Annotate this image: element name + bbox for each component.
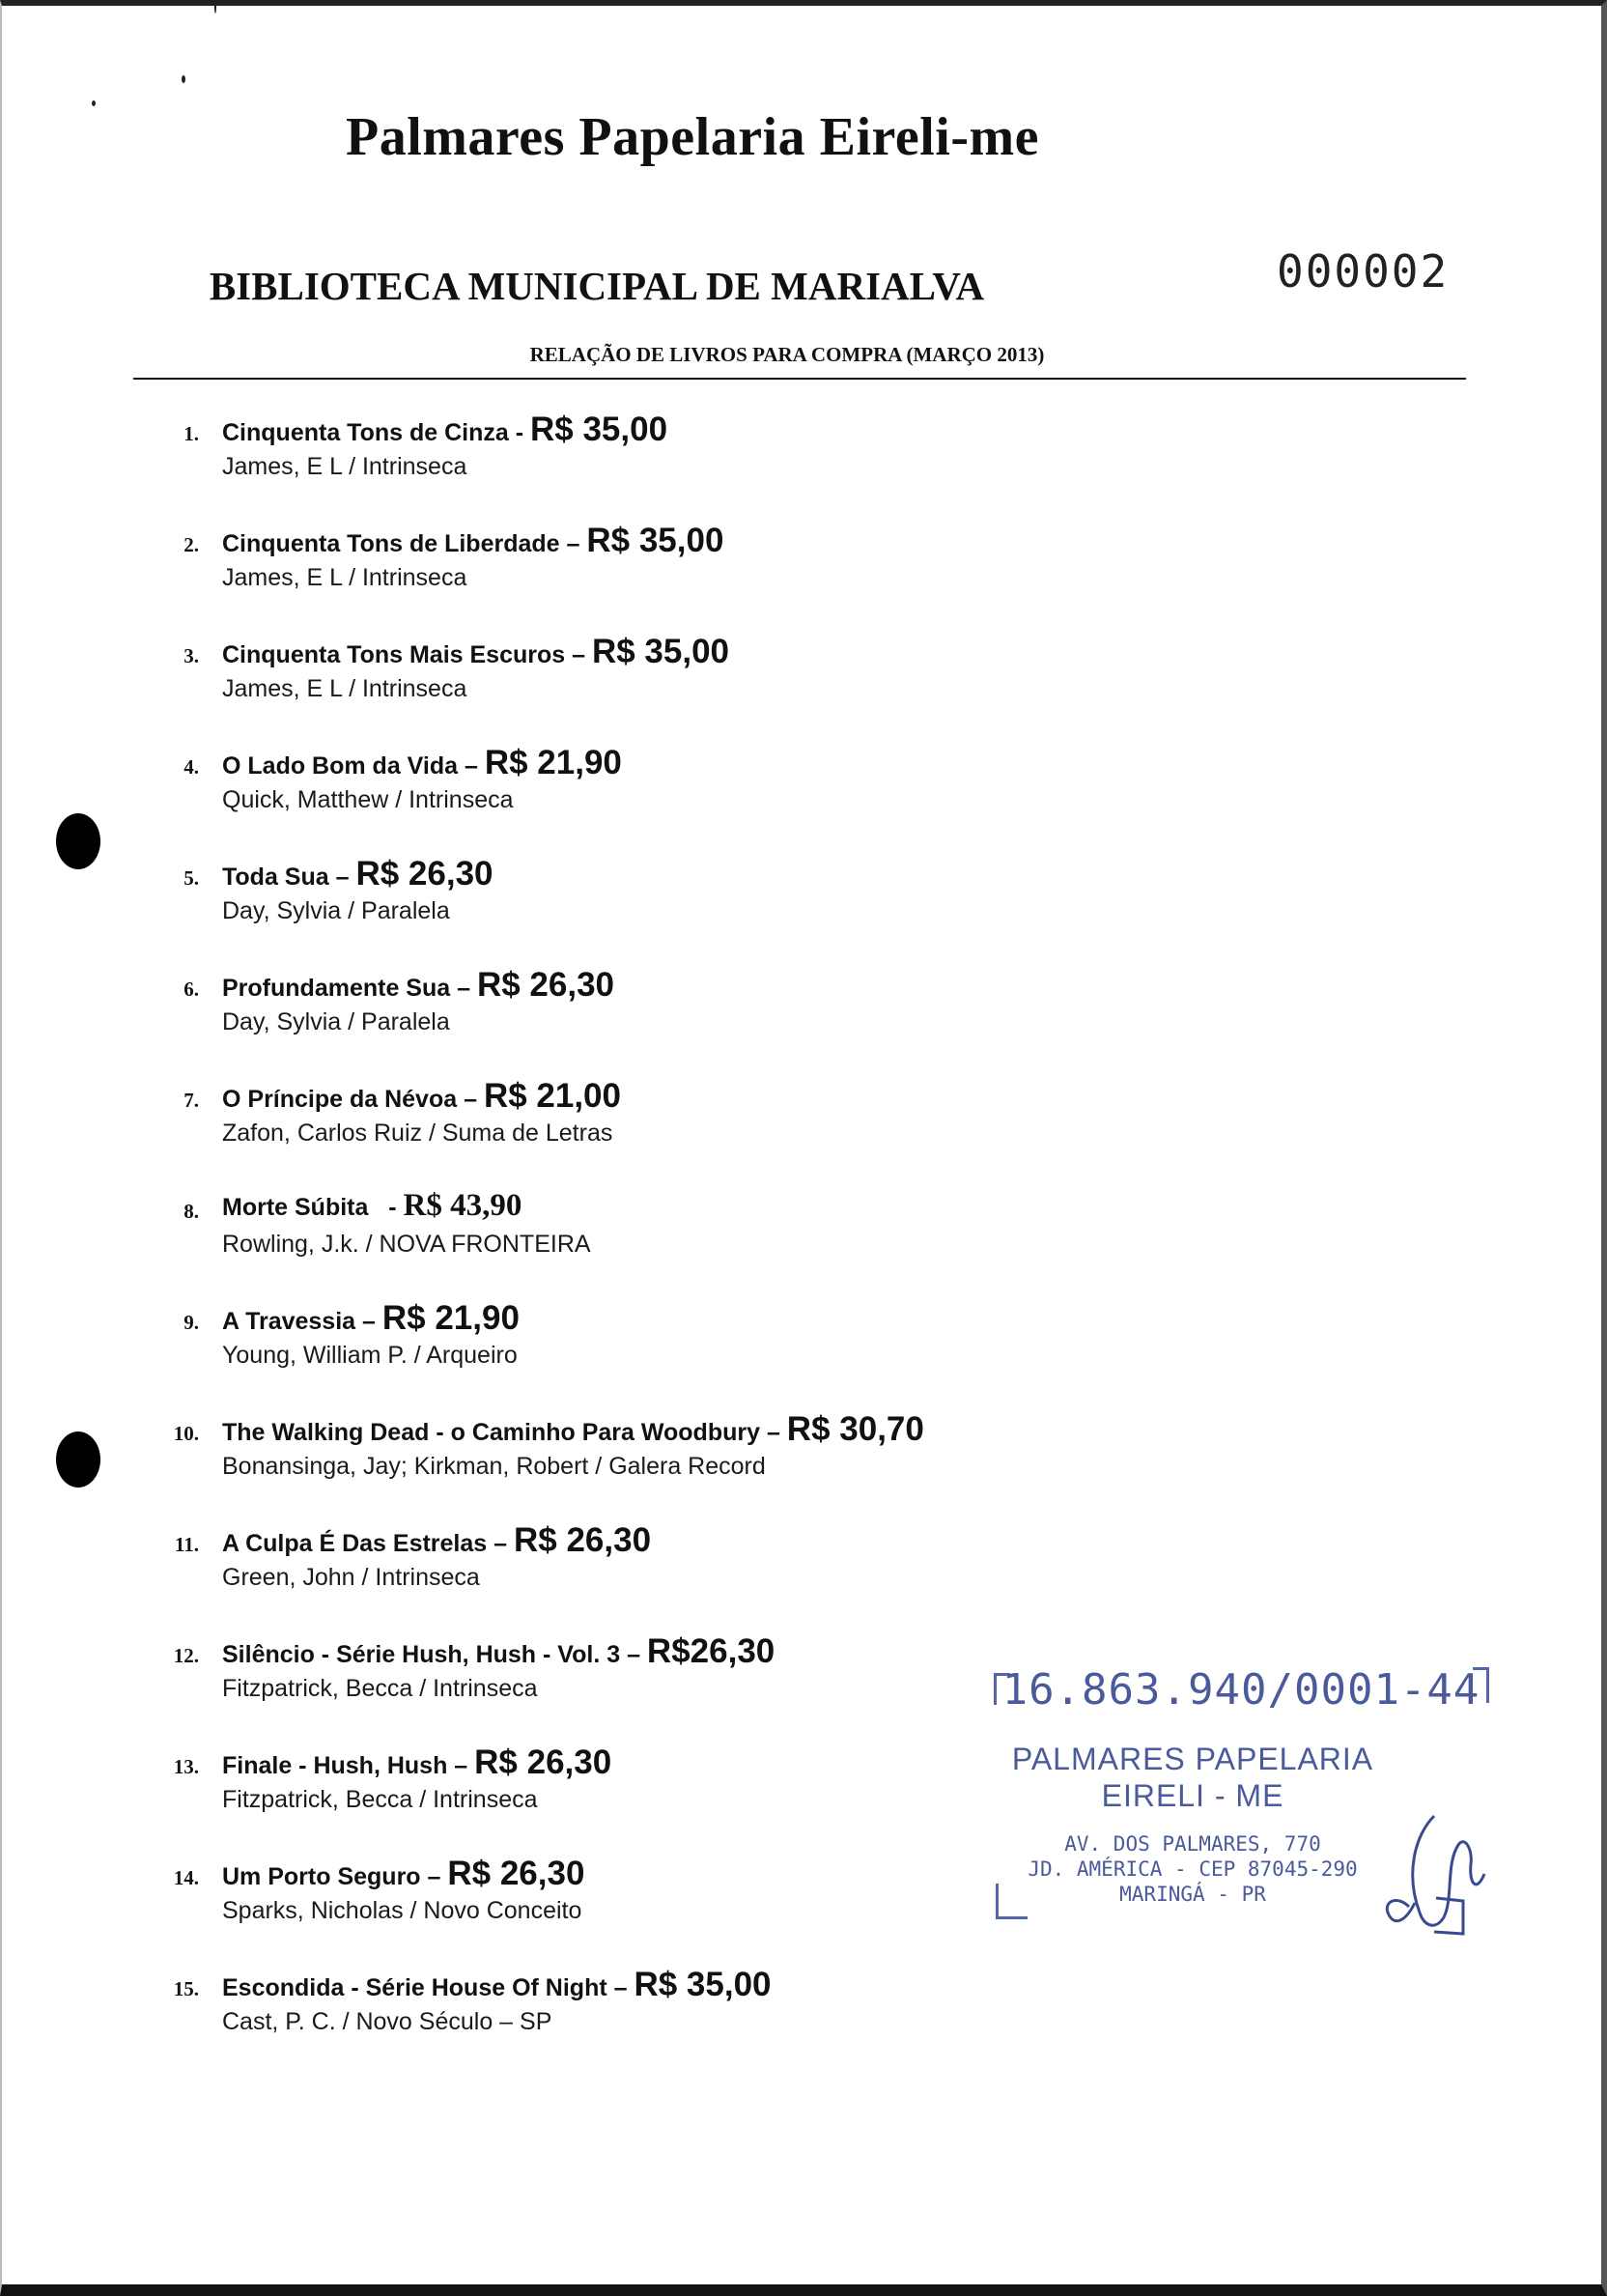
book-price: R$ 35,00 bbox=[591, 633, 730, 670]
book-price: R$ 30,70 bbox=[786, 1410, 924, 1448]
header-divider bbox=[133, 378, 1466, 380]
book-title: Toda Sua bbox=[222, 864, 329, 891]
book-price: R$ 26,30 bbox=[474, 1743, 612, 1781]
book-title: Cinquenta Tons Mais Escuros bbox=[222, 641, 566, 668]
item-number: 11. bbox=[174, 1533, 199, 1556]
book-author-publisher: James, E L / Intrinseca bbox=[222, 564, 467, 591]
book-price: R$ 35,00 bbox=[634, 1966, 772, 2003]
book-title: O Lado Bom da Vida bbox=[222, 752, 459, 780]
book-title: Escondida - Série House Of Night bbox=[222, 1974, 607, 2001]
book-price: R$ 21,90 bbox=[381, 1299, 520, 1337]
book-author-publisher: James, E L / Intrinseca bbox=[222, 453, 467, 480]
book-price: R$ 21,90 bbox=[484, 744, 622, 781]
book-title: A Travessia bbox=[222, 1308, 356, 1335]
item-number: 12. bbox=[173, 1644, 199, 1667]
book-title: The Walking Dead - o Caminho Para Woodbury bbox=[222, 1419, 760, 1446]
separator: – bbox=[355, 1308, 382, 1335]
stamp-bracket bbox=[996, 1884, 1028, 1919]
book-price: R$26,30 bbox=[646, 1632, 775, 1670]
book-author-publisher: Bonansinga, Jay; Kirkman, Robert / Galera Record bbox=[222, 1453, 766, 1480]
separator: – bbox=[620, 1641, 647, 1668]
separator: – bbox=[420, 1863, 448, 1890]
book-title: Finale - Hush, Hush bbox=[222, 1752, 448, 1779]
book-price: R$ 26,30 bbox=[513, 1521, 652, 1559]
company-name: Palmares Papelaria Eireli-me bbox=[346, 107, 1039, 167]
book-price: R$ 35,00 bbox=[529, 411, 668, 448]
stamp-name-line: EIRELI - ME bbox=[1101, 1778, 1284, 1813]
item-number: 14. bbox=[173, 1866, 199, 1889]
separator: – bbox=[559, 530, 587, 557]
book-author-publisher: Day, Sylvia / Paralela bbox=[222, 897, 450, 924]
book-title: Silêncio - Série Hush, Hush - Vol. 3 bbox=[222, 1641, 621, 1668]
book-title: Um Porto Seguro bbox=[222, 1863, 421, 1890]
book-price: R$ 26,30 bbox=[447, 1855, 585, 1892]
separator: – bbox=[447, 1752, 475, 1779]
scan-speck bbox=[182, 75, 185, 83]
item-number: 1. bbox=[183, 422, 199, 445]
item-number: 3. bbox=[183, 644, 199, 667]
company-stamp bbox=[990, 1659, 1492, 1940]
book-price: R$ 26,30 bbox=[355, 855, 493, 893]
separator: – bbox=[565, 641, 592, 668]
book-title: Cinquenta Tons de Liberdade bbox=[222, 530, 560, 557]
item-number: 6. bbox=[183, 978, 199, 1001]
book-price: R$ 35,00 bbox=[586, 522, 724, 559]
punch-hole bbox=[56, 813, 100, 869]
item-number: 15. bbox=[173, 1977, 199, 2000]
separator: – bbox=[606, 1974, 634, 2001]
item-number: 8. bbox=[183, 1200, 199, 1223]
list-subtitle: RELAÇÃO DE LIVROS PARA COMPRA (MARÇO 2013) bbox=[529, 343, 1045, 366]
separator: – bbox=[760, 1419, 787, 1446]
stamp-cnpj: 16.863.940/0001-44 bbox=[1001, 1665, 1480, 1715]
stamp-address-line: JD. AMÉRICA - CEP 87045-290 bbox=[1028, 1857, 1358, 1881]
book-author-publisher: James, E L / Intrinseca bbox=[222, 675, 467, 702]
item-number: 13. bbox=[173, 1755, 199, 1778]
book-author-publisher: Cast, P. C. / Novo Século – SP bbox=[222, 2008, 552, 2035]
book-author-publisher: Zafon, Carlos Ruiz / Suma de Letras bbox=[222, 1120, 613, 1147]
book-author-publisher: Day, Sylvia / Paralela bbox=[222, 1008, 450, 1035]
item-number: 9. bbox=[183, 1311, 199, 1334]
document-number: 000002 bbox=[1277, 245, 1450, 298]
punch-hole bbox=[56, 1431, 100, 1488]
item-number: 5. bbox=[183, 866, 199, 890]
separator: – bbox=[458, 752, 485, 780]
stamp-name-line: PALMARES PAPELARIA bbox=[1011, 1742, 1374, 1776]
book-author-publisher: Rowling, J.k. / NOVA FRONTEIRA bbox=[222, 1231, 591, 1258]
stamp-address bbox=[990, 1831, 1396, 1907]
book-title: Cinquenta Tons de Cinza bbox=[222, 419, 509, 446]
stamp-address-line: AV. DOS PALMARES, 770 bbox=[1064, 1832, 1321, 1856]
book-title: Profundamente Sua bbox=[222, 975, 451, 1002]
book-title: A Culpa É Das Estrelas bbox=[222, 1530, 488, 1557]
signature-icon bbox=[1376, 1806, 1492, 1942]
item-number: 10. bbox=[173, 1422, 199, 1445]
book-author-publisher: Young, William P. / Arqueiro bbox=[222, 1342, 518, 1369]
separator: – bbox=[328, 864, 356, 891]
library-name: BIBLIOTECA MUNICIPAL DE MARIALVA bbox=[209, 264, 985, 308]
stamp-address-line: MARINGÁ - PR bbox=[1119, 1883, 1266, 1906]
book-author-publisher: Green, John / Intrinseca bbox=[222, 1564, 480, 1591]
separator: - bbox=[368, 1194, 404, 1221]
scan-speck bbox=[214, 0, 216, 14]
book-title: Morte Súbita bbox=[222, 1194, 369, 1221]
item-number: 2. bbox=[183, 533, 199, 556]
item-number: 7. bbox=[183, 1089, 199, 1112]
book-price: R$ 26,30 bbox=[476, 966, 615, 1004]
book-author-publisher: Quick, Matthew / Intrinseca bbox=[222, 786, 514, 813]
separator: – bbox=[487, 1530, 514, 1557]
item-number: 4. bbox=[183, 755, 199, 779]
book-author-publisher: Fitzpatrick, Becca / Intrinseca bbox=[222, 1786, 538, 1813]
separator: - bbox=[508, 419, 530, 446]
book-title: O Príncipe da Névoa bbox=[222, 1086, 458, 1113]
book-author-publisher: Fitzpatrick, Becca / Intrinseca bbox=[222, 1675, 538, 1702]
separator: – bbox=[450, 975, 477, 1002]
book-price: R$ 43,90 bbox=[403, 1188, 522, 1223]
book-author-publisher: Sparks, Nicholas / Novo Conceito bbox=[222, 1897, 582, 1924]
stamp-company-name bbox=[990, 1741, 1396, 1814]
separator: – bbox=[457, 1086, 484, 1113]
book-price: R$ 21,00 bbox=[483, 1077, 621, 1115]
